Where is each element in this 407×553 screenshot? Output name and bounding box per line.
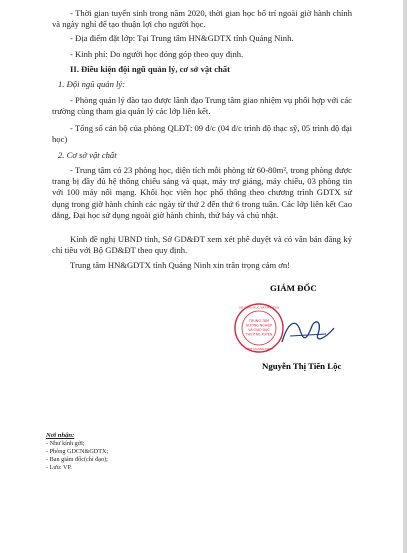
paragraph-funding: - Kinh phí: Do người học đóng góp theo quy định. (70, 49, 244, 59)
recipient-item: - Ban giám đốc(chỉ đạo); (46, 456, 108, 463)
svg-text:SỞ GIÁO DỤC VÀ ĐÀO TẠO: SỞ GIÁO DỤC VÀ ĐÀO TẠO (238, 305, 280, 310)
recipient-item: - Phòng GDCN&GDTX; (46, 448, 109, 455)
signer-name: Nguyễn Thị Tiến Lộc (262, 361, 342, 371)
handwritten-signature (278, 312, 338, 352)
svg-text:VÀ GIÁO DỤC: VÀ GIÁO DỤC (248, 328, 270, 332)
svg-text:TRUNG TÂM: TRUNG TÂM (248, 319, 270, 323)
recipient-item: - Lưu: VP. (46, 464, 72, 471)
paragraph-location: - Địa điểm đặt lớp: Tại Trung tâm HN&GDTX tỉnh Quảng Ninh. (70, 33, 294, 43)
paragraph-thanks: Trung tâm HN&GDTX tỉnh Quảng Ninh xin trân trọng cảm ơn! (70, 260, 291, 270)
vertical-scrollbar[interactable] (403, 0, 407, 553)
recipients-title: Nơi nhận: (46, 432, 75, 439)
svg-text:THƯỜNG XUYÊN: THƯỜNG XUYÊN (245, 332, 273, 337)
svg-text:HƯỚNG NGHIỆP: HƯỚNG NGHIỆP (245, 323, 273, 328)
recipient-item: - Như kính gửi; (46, 440, 85, 447)
paragraph-facilities: - Trung tâm có 23 phòng học, diện tích mỗi phòng từ 60-80m², trong phòng được trang bị đầy đủ hệ thống chiếu sáng và quạt, máy trợ giảng, máy chiếu, 03 phòng tin với 100 máy nối mạng. Khối học viên học phổ thông theo chương trình GDTX sử dụng trong giờ hành chính các ngày từ thứ 2 đến thứ 6 trong tuần. Các lớp liên kết Cao đẳng, Đại học sử dụng ngoài giờ hành chính, thứ bảy và chủ nhật. (52, 165, 352, 220)
paragraph-request: Kính đề nghị UBND tỉnh, Sở GD&ĐT xem xét phê duyệt và có văn bản đăng ký chỉ tiêu với Bộ GD&ĐT theo quy định. (52, 234, 352, 256)
subheading-management-staff: 1. Đội ngũ quản lý: (58, 79, 126, 89)
recipients-block (46, 432, 196, 472)
paragraph-management-dept: - Phòng quản lý đào tạo được lãnh đạo Trung tâm giao nhiệm vụ phối hợp với các trường cùng tham gia quản lý các lớp liên kết. (52, 95, 352, 117)
svg-text:TỈNH QUẢNG NINH: TỈNH QUẢNG NINH (245, 347, 273, 351)
paragraph-enrollment-time: - Thời gian tuyển sinh trong năm 2020, thời gian học bố trí ngoài giờ hành chính và ngày nghỉ để tạo thuận lợi cho người học. (52, 8, 352, 30)
section-heading-2: II. Điều kiện đội ngũ quản lý, cơ sở vật chất (70, 64, 230, 74)
signer-title: GIÁM ĐỐC (270, 283, 317, 293)
subheading-facilities: 2. Cơ sở vật chất (58, 150, 117, 160)
paragraph-staff-count: - Tổng số cán bộ của phòng QLĐT: 09 đ/c (04 đ/c trình độ thạc sỹ, 05 trình độ đại học) (52, 123, 352, 145)
